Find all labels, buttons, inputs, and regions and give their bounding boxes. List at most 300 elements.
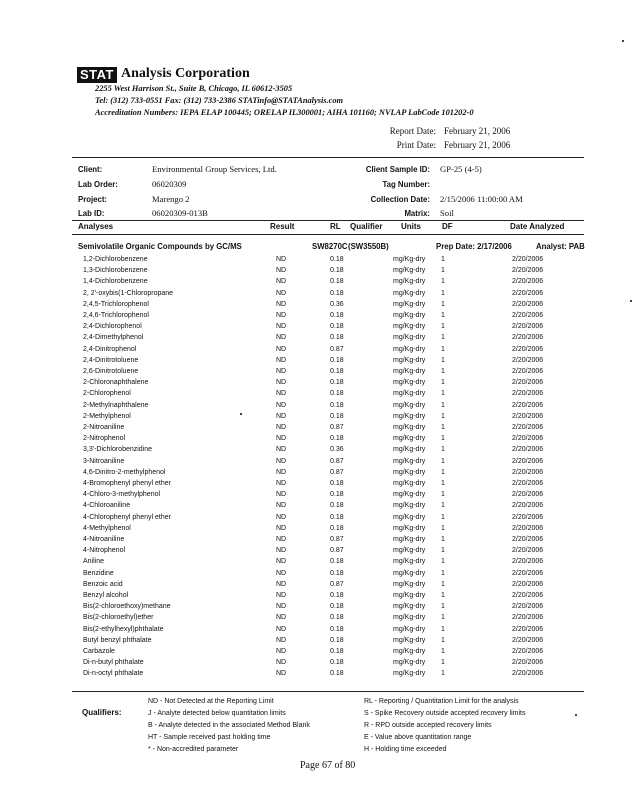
table-row bbox=[0, 614, 644, 625]
df-value: 1 bbox=[441, 580, 445, 588]
units-value: mg/Kg-dry bbox=[393, 289, 426, 297]
table-row bbox=[0, 312, 644, 323]
result-value: ND bbox=[276, 300, 287, 308]
result-value: ND bbox=[276, 356, 287, 364]
table-row bbox=[0, 267, 644, 278]
rl-value: 0.87 bbox=[330, 547, 344, 555]
units-value: mg/Kg-dry bbox=[393, 558, 426, 566]
df-value: 1 bbox=[441, 592, 445, 599]
rl-value: 0.36 bbox=[330, 446, 344, 454]
scan-speck bbox=[630, 300, 632, 302]
analyte-name: 4-Methylphenol bbox=[83, 524, 131, 532]
df-value: 1 bbox=[441, 368, 445, 375]
result-value: ND bbox=[276, 670, 287, 678]
date-analyzed-value: 2/20/2006 bbox=[512, 424, 544, 431]
result-value: ND bbox=[276, 513, 287, 521]
table-bottom-divider bbox=[72, 691, 584, 692]
date-analyzed-value: 2/20/2006 bbox=[512, 289, 544, 297]
units-value: mg/Kg-dry bbox=[393, 502, 426, 510]
report-date: February 21, 2006 bbox=[444, 126, 511, 136]
date-analyzed-value: 2/20/2006 bbox=[512, 524, 544, 532]
units-value: mg/Kg-dry bbox=[393, 401, 426, 409]
rl-value: 0.18 bbox=[330, 558, 344, 566]
analyte-name: 4-Chloroaniline bbox=[83, 502, 131, 510]
result-value: ND bbox=[276, 278, 287, 286]
units-value: mg/Kg-dry bbox=[393, 457, 426, 465]
df-value: 1 bbox=[441, 457, 445, 465]
analyte-name: Di-n-butyl phthalate bbox=[83, 659, 144, 667]
analyte-name: 4,6-Dinitro-2-methylphenol bbox=[83, 468, 166, 476]
analyte-name: 4-Chloro-3-methylphenol bbox=[83, 491, 161, 499]
units-value: mg/Kg-dry bbox=[393, 312, 426, 319]
result-value: ND bbox=[276, 480, 287, 487]
result-value: ND bbox=[276, 368, 287, 375]
qualifier-star: * - Non-accredited parameter bbox=[148, 746, 239, 753]
df-value: 1 bbox=[441, 569, 445, 577]
table-row bbox=[0, 502, 644, 513]
analyte-name: 2-Nitrophenol bbox=[83, 435, 126, 443]
rl-value: 0.18 bbox=[330, 256, 344, 263]
units-value: mg/Kg-dry bbox=[393, 379, 426, 387]
result-value: ND bbox=[276, 614, 287, 622]
table-row bbox=[0, 435, 644, 446]
scan-speck bbox=[622, 40, 624, 42]
rl-value: 0.18 bbox=[330, 278, 344, 286]
df-value: 1 bbox=[441, 480, 445, 487]
col-qualifier: Qualifier bbox=[350, 222, 383, 231]
page-number: Page 67 of 80 bbox=[300, 760, 356, 771]
analyte-name: Bis(2-ethylhexyl)phthalate bbox=[83, 625, 164, 633]
date-analyzed-value: 2/20/2006 bbox=[512, 614, 544, 622]
table-row bbox=[0, 536, 644, 547]
col-date-analyzed: Date Analyzed bbox=[510, 222, 565, 231]
rl-value: 0.18 bbox=[330, 491, 344, 499]
analyte-name: Benzyl alcohol bbox=[83, 592, 129, 599]
table-row bbox=[0, 357, 644, 368]
df-value: 1 bbox=[441, 289, 445, 297]
result-value: ND bbox=[276, 625, 287, 633]
df-value: 1 bbox=[441, 390, 445, 398]
date-analyzed-value: 2/20/2006 bbox=[512, 659, 544, 667]
date-analyzed-value: 2/20/2006 bbox=[512, 558, 544, 566]
rl-value: 0.18 bbox=[330, 636, 344, 644]
analyte-name: 2-Chloronaphthalene bbox=[83, 379, 149, 387]
table-row bbox=[0, 491, 644, 502]
units-value: mg/Kg-dry bbox=[393, 390, 426, 398]
result-value: ND bbox=[276, 256, 287, 263]
date-analyzed-value: 2/20/2006 bbox=[512, 278, 544, 286]
df-value: 1 bbox=[441, 345, 445, 353]
table-row bbox=[0, 603, 644, 614]
date-analyzed-value: 2/20/2006 bbox=[512, 256, 544, 263]
df-value: 1 bbox=[441, 356, 445, 364]
rl-value: 0.18 bbox=[330, 569, 344, 577]
units-value: mg/Kg-dry bbox=[393, 323, 426, 331]
rl-value: 0.36 bbox=[330, 300, 344, 308]
date-analyzed-value: 2/20/2006 bbox=[512, 592, 544, 599]
result-value: ND bbox=[276, 334, 287, 342]
table-row bbox=[0, 346, 644, 357]
units-value: mg/Kg-dry bbox=[393, 356, 426, 364]
units-value: mg/Kg-dry bbox=[393, 569, 426, 577]
date-analyzed-value: 2/20/2006 bbox=[512, 457, 544, 465]
lab-order-label: Lab Order: bbox=[78, 180, 118, 189]
table-row bbox=[0, 659, 644, 670]
rl-value: 0.18 bbox=[330, 435, 344, 443]
rl-value: 0.18 bbox=[330, 614, 344, 622]
date-analyzed-value: 2/20/2006 bbox=[512, 267, 544, 275]
table-row bbox=[0, 637, 644, 648]
units-value: mg/Kg-dry bbox=[393, 368, 426, 375]
date-analyzed-value: 2/20/2006 bbox=[512, 345, 544, 353]
rl-value: 0.18 bbox=[330, 412, 344, 420]
company-logo: STAT bbox=[77, 67, 117, 83]
analyte-name: Bis(2-chloroethoxy)methane bbox=[83, 603, 171, 611]
table-row bbox=[0, 379, 644, 390]
qualifier-ht: HT - Sample received past holding time bbox=[148, 734, 271, 741]
analyte-name: 2-Chlorophenol bbox=[83, 390, 131, 398]
analyte-name: 4-Chlorophenyl phenyl ether bbox=[83, 513, 171, 521]
project-value: Marengo 2 bbox=[152, 194, 190, 204]
df-value: 1 bbox=[441, 278, 445, 286]
date-analyzed-value: 2/20/2006 bbox=[512, 603, 544, 611]
units-value: mg/Kg-dry bbox=[393, 468, 426, 476]
analyte-name: 2,4-Dinitrophenol bbox=[83, 345, 137, 353]
df-value: 1 bbox=[441, 648, 445, 655]
col-units: Units bbox=[401, 222, 421, 231]
header-divider bbox=[72, 157, 584, 158]
units-value: mg/Kg-dry bbox=[393, 580, 426, 588]
units-value: mg/Kg-dry bbox=[393, 446, 426, 454]
rl-value: 0.18 bbox=[330, 267, 344, 275]
rl-value: 0.18 bbox=[330, 592, 344, 599]
date-analyzed-value: 2/20/2006 bbox=[512, 580, 544, 588]
result-value: ND bbox=[276, 457, 287, 465]
analyte-name: 1,2-Dichlorobenzene bbox=[83, 256, 148, 263]
analyte-name: 2-Methylphenol bbox=[83, 412, 131, 420]
col-analyses: Analyses bbox=[78, 222, 114, 231]
units-value: mg/Kg-dry bbox=[393, 334, 426, 342]
qualifier-b: B - Analyte detected in the associated Method Blank bbox=[148, 722, 310, 729]
rl-value: 0.18 bbox=[330, 513, 344, 521]
date-analyzed-value: 2/20/2006 bbox=[512, 648, 544, 655]
df-value: 1 bbox=[441, 513, 445, 521]
table-row bbox=[0, 413, 644, 424]
rl-value: 0.18 bbox=[330, 289, 344, 297]
df-value: 1 bbox=[441, 670, 445, 678]
units-value: mg/Kg-dry bbox=[393, 648, 426, 655]
df-value: 1 bbox=[441, 446, 445, 454]
result-value: ND bbox=[276, 424, 287, 431]
table-row bbox=[0, 323, 644, 334]
units-value: mg/Kg-dry bbox=[393, 636, 426, 644]
result-value: ND bbox=[276, 592, 287, 599]
print-date-label: Print Date: bbox=[396, 140, 436, 150]
df-value: 1 bbox=[441, 603, 445, 611]
client-value: Environmental Group Services, Ltd. bbox=[152, 164, 277, 174]
rl-value: 0.87 bbox=[330, 468, 344, 476]
units-value: mg/Kg-dry bbox=[393, 256, 426, 263]
analyte-name: 1,4-Dichlorobenzene bbox=[83, 278, 148, 286]
rl-value: 0.87 bbox=[330, 424, 344, 431]
date-analyzed-value: 2/20/2006 bbox=[512, 412, 544, 420]
qualifier-rl: RL - Reporting / Quantitation Limit for the analysis bbox=[364, 698, 519, 705]
analyte-name: Benzoic acid bbox=[83, 580, 123, 588]
rl-value: 0.87 bbox=[330, 536, 344, 543]
rl-value: 0.18 bbox=[330, 401, 344, 409]
table-row bbox=[0, 626, 644, 637]
client-sample-id-value: GP-25 (4-5) bbox=[440, 164, 482, 174]
rl-value: 0.18 bbox=[330, 648, 344, 655]
units-value: mg/Kg-dry bbox=[393, 592, 426, 599]
table-row bbox=[0, 514, 644, 525]
table-row bbox=[0, 446, 644, 457]
rl-value: 0.18 bbox=[330, 323, 344, 331]
table-row bbox=[0, 424, 644, 435]
result-value: ND bbox=[276, 390, 287, 398]
units-value: mg/Kg-dry bbox=[393, 659, 426, 667]
analyte-name: 2,4-Dimethylphenol bbox=[83, 334, 144, 342]
qualifier-h: H - Holding time exceeded bbox=[364, 746, 447, 753]
result-value: ND bbox=[276, 502, 287, 510]
units-value: mg/Kg-dry bbox=[393, 278, 426, 286]
df-value: 1 bbox=[441, 625, 445, 633]
client-label: Client: bbox=[78, 165, 103, 174]
analyte-name: Carbazole bbox=[83, 648, 115, 655]
rl-value: 0.18 bbox=[330, 670, 344, 678]
analyte-name: 4-Bromophenyl phenyl ether bbox=[83, 480, 171, 487]
result-value: ND bbox=[276, 379, 287, 387]
analyte-name: 2-Methylnaphthalene bbox=[83, 401, 149, 409]
df-value: 1 bbox=[441, 502, 445, 510]
rl-value: 0.18 bbox=[330, 480, 344, 487]
table-row bbox=[0, 480, 644, 491]
company-address: 2255 West Harrison St., Suite B, Chicago, IL 60612-3505 bbox=[95, 84, 293, 93]
table-row bbox=[0, 368, 644, 379]
date-analyzed-value: 2/20/2006 bbox=[512, 536, 544, 543]
table-row bbox=[0, 570, 644, 581]
scan-speck bbox=[575, 714, 577, 716]
result-value: ND bbox=[276, 603, 287, 611]
company-contact: Tel: (312) 733-0551 Fax: (312) 733-2386 STATinfo@STATAnalysis.com bbox=[95, 96, 344, 105]
analyte-name: 2,6-Dinitrotoluene bbox=[83, 368, 139, 375]
table-row bbox=[0, 648, 644, 659]
rl-value: 0.18 bbox=[330, 502, 344, 510]
table-row bbox=[0, 256, 644, 267]
date-analyzed-value: 2/20/2006 bbox=[512, 300, 544, 308]
table-row bbox=[0, 558, 644, 569]
analyte-name: 3-Nitroaniline bbox=[83, 457, 125, 465]
rl-value: 0.87 bbox=[330, 345, 344, 353]
df-value: 1 bbox=[441, 412, 445, 420]
date-analyzed-value: 2/20/2006 bbox=[512, 513, 544, 521]
analyte-name: 2,4-Dinitrotoluene bbox=[83, 356, 139, 364]
result-value: ND bbox=[276, 401, 287, 409]
date-analyzed-value: 2/20/2006 bbox=[512, 334, 544, 342]
df-value: 1 bbox=[441, 536, 445, 543]
result-value: ND bbox=[276, 468, 287, 476]
project-label: Project: bbox=[78, 195, 108, 204]
rl-value: 0.87 bbox=[330, 457, 344, 465]
date-analyzed-value: 2/20/2006 bbox=[512, 312, 544, 319]
units-value: mg/Kg-dry bbox=[393, 491, 426, 499]
result-value: ND bbox=[276, 446, 287, 454]
df-value: 1 bbox=[441, 524, 445, 532]
date-analyzed-value: 2/20/2006 bbox=[512, 502, 544, 510]
date-analyzed-value: 2/20/2006 bbox=[512, 670, 544, 678]
report-date-label: Report Date: bbox=[389, 126, 436, 136]
rl-value: 0.18 bbox=[330, 368, 344, 375]
units-value: mg/Kg-dry bbox=[393, 267, 426, 275]
df-value: 1 bbox=[441, 558, 445, 566]
df-value: 1 bbox=[441, 300, 445, 308]
scan-speck bbox=[240, 413, 242, 415]
tag-number-label: Tag Number: bbox=[382, 180, 430, 189]
table-row bbox=[0, 670, 644, 681]
rl-value: 0.18 bbox=[330, 603, 344, 611]
result-value: ND bbox=[276, 289, 287, 297]
analyte-name: 1,3-Dichlorobenzene bbox=[83, 267, 148, 275]
qualifier-r: R - RPD outside accepted recovery limits bbox=[364, 722, 492, 729]
accreditation-numbers: Accreditation Numbers: IEPA ELAP 100445; ORELAP IL300001; AIHA 101160; NVLAP LabCode 101202-0 bbox=[95, 108, 474, 117]
qualifier-nd: ND - Not Detected at the Reporting Limit bbox=[148, 698, 274, 705]
qualifiers-title: Qualifiers: bbox=[82, 708, 122, 717]
date-analyzed-value: 2/20/2006 bbox=[512, 390, 544, 398]
result-value: ND bbox=[276, 558, 287, 566]
rl-value: 0.87 bbox=[330, 580, 344, 588]
df-value: 1 bbox=[441, 659, 445, 667]
df-value: 1 bbox=[441, 424, 445, 431]
df-value: 1 bbox=[441, 401, 445, 409]
col-result: Result bbox=[270, 222, 295, 231]
date-analyzed-value: 2/20/2006 bbox=[512, 356, 544, 364]
date-analyzed-value: 2/20/2006 bbox=[512, 401, 544, 409]
df-value: 1 bbox=[441, 267, 445, 275]
table-row bbox=[0, 458, 644, 469]
matrix-label: Matrix: bbox=[404, 209, 430, 218]
analyte-name: 4-Nitroaniline bbox=[83, 536, 125, 543]
info-divider bbox=[72, 220, 584, 221]
column-header-divider bbox=[72, 234, 584, 235]
date-analyzed-value: 2/20/2006 bbox=[512, 480, 544, 487]
units-value: mg/Kg-dry bbox=[393, 345, 426, 353]
date-analyzed-value: 2/20/2006 bbox=[512, 491, 544, 499]
units-value: mg/Kg-dry bbox=[393, 435, 426, 443]
analyte-name: Butyl benzyl phthalate bbox=[83, 636, 152, 644]
units-value: mg/Kg-dry bbox=[393, 536, 426, 543]
section-prep-date: Prep Date: 2/17/2006 bbox=[436, 242, 512, 251]
section-analyst: Analyst: PAB bbox=[536, 242, 585, 251]
units-value: mg/Kg-dry bbox=[393, 412, 426, 420]
lab-id-value: 06020309-013B bbox=[152, 208, 208, 218]
df-value: 1 bbox=[441, 547, 445, 555]
collection-date-label: Collection Date: bbox=[370, 195, 430, 204]
result-value: ND bbox=[276, 547, 287, 555]
units-value: mg/Kg-dry bbox=[393, 480, 426, 487]
col-df: DF bbox=[442, 222, 453, 231]
date-analyzed-value: 2/20/2006 bbox=[512, 368, 544, 375]
table-row bbox=[0, 592, 644, 603]
rl-value: 0.18 bbox=[330, 334, 344, 342]
units-value: mg/Kg-dry bbox=[393, 603, 426, 611]
section-title: Semivolatile Organic Compounds by GC/MS bbox=[78, 242, 242, 251]
units-value: mg/Kg-dry bbox=[393, 614, 426, 622]
result-value: ND bbox=[276, 648, 287, 655]
units-value: mg/Kg-dry bbox=[393, 424, 426, 431]
analyte-name: 2, 2'-oxybis(1-Chloropropane bbox=[83, 289, 174, 297]
df-value: 1 bbox=[441, 468, 445, 476]
table-row bbox=[0, 334, 644, 345]
date-analyzed-value: 2/20/2006 bbox=[512, 547, 544, 555]
lab-id-label: Lab ID: bbox=[78, 209, 105, 218]
date-analyzed-value: 2/20/2006 bbox=[512, 435, 544, 443]
units-value: mg/Kg-dry bbox=[393, 547, 426, 555]
df-value: 1 bbox=[441, 636, 445, 644]
df-value: 1 bbox=[441, 379, 445, 387]
analyte-name: Di-n-octyl phthalate bbox=[83, 670, 144, 678]
result-value: ND bbox=[276, 636, 287, 644]
analyte-name: Aniline bbox=[83, 558, 105, 566]
result-value: ND bbox=[276, 312, 287, 319]
section-method: SW8270C bbox=[312, 242, 348, 251]
collection-date-value: 2/15/2006 11:00:00 AM bbox=[440, 194, 523, 204]
df-value: 1 bbox=[441, 334, 445, 342]
analyte-name: 2,4-Dichlorophenol bbox=[83, 323, 142, 331]
table-row bbox=[0, 525, 644, 536]
qualifier-j: J - Analyte detected below quantitation limits bbox=[148, 710, 286, 717]
date-analyzed-value: 2/20/2006 bbox=[512, 569, 544, 577]
table-row bbox=[0, 301, 644, 312]
df-value: 1 bbox=[441, 614, 445, 622]
qualifier-s: S - Spike Recovery outside accepted recovery limits bbox=[364, 710, 526, 717]
units-value: mg/Kg-dry bbox=[393, 513, 426, 521]
table-row bbox=[0, 278, 644, 289]
result-value: ND bbox=[276, 569, 287, 577]
rl-value: 0.18 bbox=[330, 625, 344, 633]
result-value: ND bbox=[276, 323, 287, 331]
print-date: February 21, 2006 bbox=[444, 140, 511, 150]
section-prep-method: (SW3550B) bbox=[348, 242, 389, 251]
analyte-name: 2-Nitroaniline bbox=[83, 424, 125, 431]
result-value: ND bbox=[276, 412, 287, 420]
df-value: 1 bbox=[441, 323, 445, 331]
date-analyzed-value: 2/20/2006 bbox=[512, 625, 544, 633]
matrix-value: Soil bbox=[440, 208, 454, 218]
units-value: mg/Kg-dry bbox=[393, 670, 426, 678]
col-rl: RL bbox=[330, 222, 341, 231]
table-row bbox=[0, 390, 644, 401]
table-row bbox=[0, 469, 644, 480]
table-row bbox=[0, 547, 644, 558]
units-value: mg/Kg-dry bbox=[393, 300, 426, 308]
df-value: 1 bbox=[441, 256, 445, 263]
units-value: mg/Kg-dry bbox=[393, 625, 426, 633]
result-value: ND bbox=[276, 491, 287, 499]
result-value: ND bbox=[276, 524, 287, 532]
result-value: ND bbox=[276, 267, 287, 275]
qualifier-e: E - Value above quantitation range bbox=[364, 734, 472, 741]
analyte-name: 2,4,6-Trichlorophenol bbox=[83, 312, 149, 319]
df-value: 1 bbox=[441, 435, 445, 443]
df-value: 1 bbox=[441, 312, 445, 319]
analyte-name: 4-Nitrophenol bbox=[83, 547, 126, 555]
date-analyzed-value: 2/20/2006 bbox=[512, 468, 544, 476]
date-analyzed-value: 2/20/2006 bbox=[512, 379, 544, 387]
rl-value: 0.18 bbox=[330, 379, 344, 387]
lab-order-value: 06020309 bbox=[152, 179, 187, 189]
analyte-name: Bis(2-chloroethyl)ether bbox=[83, 614, 154, 622]
company-name: Analysis Corporation bbox=[121, 66, 250, 81]
